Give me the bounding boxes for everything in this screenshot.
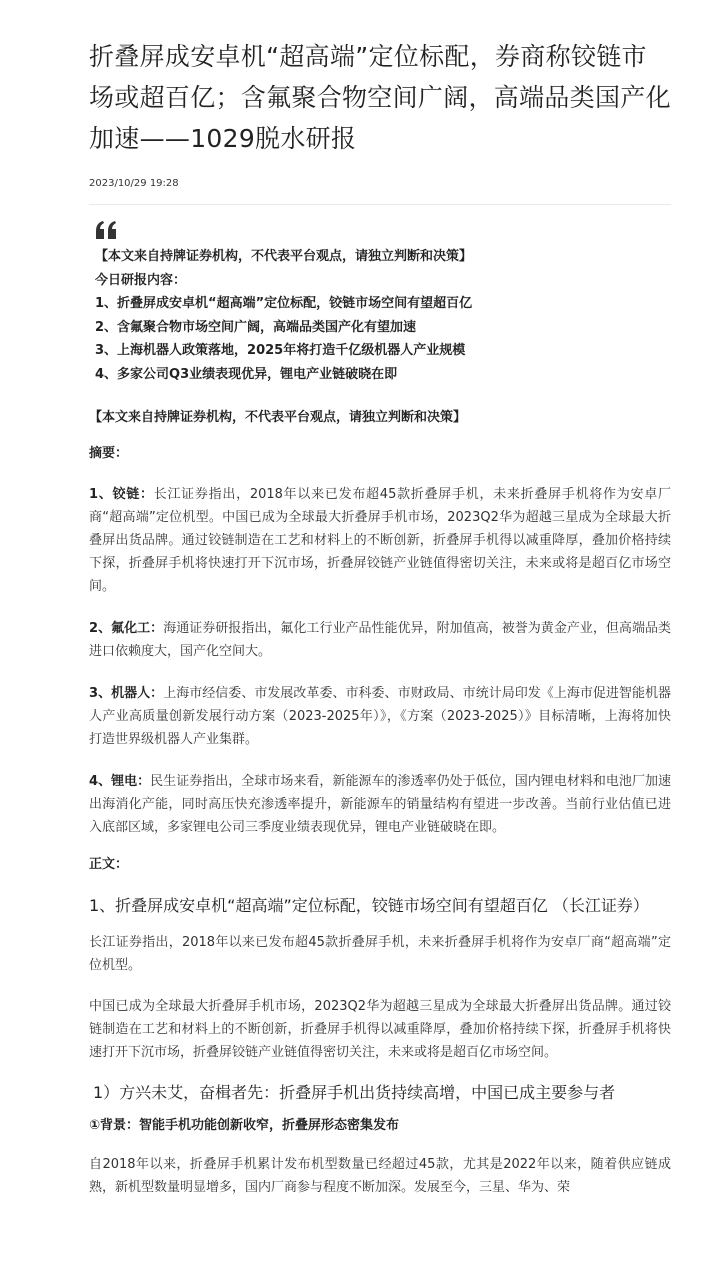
subsection-title: 1）方兴未艾，奋楫者先：折叠屏手机出货持续高增，中国已成主要参与者: [93, 1083, 616, 1102]
article-page: [89, 0, 671, 1199]
quote-icon: [96, 221, 118, 239]
quote-line-disclaimer: 【本文来自持牌证券机构，不代表平台观点，请独立判断和决策】: [95, 249, 473, 264]
quote-line-item: 3、上海机器人政策落地，2025年将打造千亿级机器人产业规模: [95, 343, 466, 358]
body-paragraph: 长江证券指出，2018年以来已发布超45款折叠屏手机，未来折叠屏手机将作为安卓厂商“超高端”定位机型。: [89, 935, 671, 973]
section-title: 1、折叠屏成安卓机“超高端”定位标配，铰链市场空间有望超百亿 （长江证券）: [89, 896, 649, 915]
divider: [89, 204, 671, 205]
summary-item-lead: 4、锂电：: [89, 774, 151, 789]
quote-line-item: 2、含氟聚合物市场空间广阔，高端品类国产化有望加速: [95, 319, 417, 335]
summary-item-text: 长江证券指出，2018年以来已发布超45款折叠屏手机，未来折叠屏手机将作为安卓厂商“超高端”定位机型。中国已成为全球最大折叠屏手机市场，2023Q2华为超越三星成为全球最大折叠屏出货品牌。通过铰链制造在工艺和材料上的不断创新，折叠屏手机得以减重降厚，叠加价格持续下探，折叠屏手机将快速打开下沉市场，折叠屏铰链产业链值得密切关注，未来或将是超百亿市场空间。: [89, 487, 671, 594]
article-title: 折叠屏成安卓机“超高端”定位标配，券商称铰链市场或超百亿；含氟聚合物空间广阔，高端品类国产化加速——1029脱水研报: [89, 42, 671, 153]
disclaimer-text: 【本文来自持牌证券机构，不代表平台观点，请独立判断和决策】: [89, 410, 467, 425]
intro-quote-box: [89, 221, 671, 386]
summary-item-text: 上海市经信委、市发展改革委、市科委、市财政局、市统计局印发《上海市促进智能机器人产业高质量创新发展行动方案（2023-2025年）》，《方案（2023-2025）》目标清晰，上海将加快打造世界级机器人产业集群。: [89, 686, 671, 747]
body-paragraph: 中国已成为全球最大折叠屏手机市场，2023Q2华为超越三星成为全球最大折叠屏出货品牌。通过铰链制造在工艺和材料上的不断创新，折叠屏手机得以减重降厚，叠加价格持续下探，折叠屏手机将快速打开下沉市场，折叠屏铰链产业链值得密切关注，未来或将是超百亿市场空间。: [89, 999, 671, 1060]
summary-label: 摘要：: [89, 446, 129, 461]
summary-item: [89, 617, 671, 663]
quote-lines: [95, 245, 671, 386]
summary-item: [89, 682, 671, 751]
summary-item-lead: 3、机器人：: [89, 686, 164, 701]
body-label: 正文：: [89, 857, 129, 872]
quote-line-item: 1、折叠屏成安卓机“超高端”定位标配，铰链市场空间有望超百亿: [95, 296, 473, 311]
body-paragraph: 自2018年以来，折叠屏手机累计发布机型数量已经超过45款，尤其是2022年以来，随着供应链成熟，新机型数量明显增多，国内厂商参与程度不断加深。发展至今，三星、华为、荣: [89, 1157, 671, 1195]
summary-item: [89, 483, 671, 598]
summary-item-text: 海通证券研报指出，氟化工行业产品性能优异，附加值高，被誉为黄金产业，但高端品类进口依赖度大，国产化空间大。: [89, 621, 671, 659]
summary-item-text: 民生证券指出，全球市场来看，新能源车的渗透率仍处于低位，国内锂电材料和电池厂加速出海消化产能，同时高压快充渗透率提升，新能源车的销量结构有望进一步改善。当前行业估值已进入底部区域，多家锂电公司三季度业绩表现优异，锂电产业链破晓在即。: [89, 774, 671, 835]
publish-date: 2023/10/29 19:28: [89, 178, 179, 189]
summary-item-lead: 1、铰链：: [89, 487, 154, 502]
summary-item-lead: 2、氟化工：: [89, 621, 164, 636]
quote-line-item: 4、多家公司Q3业绩表现优异，锂电产业链破晓在即: [95, 366, 398, 382]
quote-line-heading: 今日研报内容：: [95, 272, 187, 288]
summary-item: [89, 770, 671, 839]
subsubsection-title: ①背景：智能手机功能创新收窄，折叠屏形态密集发布: [89, 1118, 400, 1133]
